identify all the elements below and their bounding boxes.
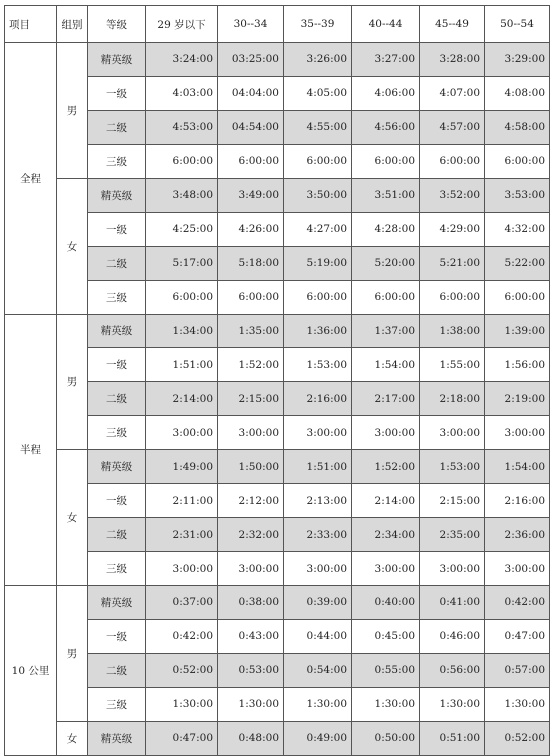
time-cell: 0:54:00 bbox=[284, 653, 352, 687]
table-row bbox=[5, 721, 550, 755]
header-age-40-44: 40--44 bbox=[352, 6, 420, 43]
time-cell: 1:53:00 bbox=[284, 348, 352, 382]
header-group: 组别 bbox=[57, 6, 88, 43]
time-cell: 3:49:00 bbox=[218, 178, 284, 212]
level-cell: 精英级 bbox=[88, 43, 146, 77]
time-cell: 3:27:00 bbox=[352, 43, 420, 77]
time-cell: 4:58:00 bbox=[485, 110, 550, 144]
gender-cell: 男 bbox=[57, 586, 88, 722]
time-cell: 1:30:00 bbox=[485, 687, 550, 721]
level-cell: 一级 bbox=[88, 484, 146, 518]
time-cell: 6:00:00 bbox=[218, 144, 284, 178]
time-cell: 1:37:00 bbox=[352, 314, 420, 348]
time-cell: 0:55:00 bbox=[352, 653, 420, 687]
time-cell: 3:00:00 bbox=[218, 416, 284, 450]
gender-cell: 男 bbox=[57, 314, 88, 450]
time-cell: 2:31:00 bbox=[146, 518, 218, 552]
time-cell: 6:00:00 bbox=[420, 144, 485, 178]
gender-cell: 女 bbox=[57, 721, 88, 755]
time-cell: 4:32:00 bbox=[485, 212, 550, 246]
time-cell: 1:39:00 bbox=[485, 314, 550, 348]
time-cell: 2:35:00 bbox=[420, 518, 485, 552]
time-cell: 04:54:00 bbox=[218, 110, 284, 144]
time-cell: 3:00:00 bbox=[420, 416, 485, 450]
time-cell: 6:00:00 bbox=[218, 280, 284, 314]
gender-cell: 女 bbox=[57, 450, 88, 586]
time-cell: 2:15:00 bbox=[218, 382, 284, 416]
time-cell: 0:53:00 bbox=[218, 653, 284, 687]
time-cell: 4:08:00 bbox=[485, 76, 550, 110]
time-cell: 2:13:00 bbox=[284, 484, 352, 518]
project-cell: 半程 bbox=[5, 314, 57, 586]
time-cell: 1:53:00 bbox=[420, 450, 485, 484]
time-cell: 3:48:00 bbox=[146, 178, 218, 212]
time-cell: 1:30:00 bbox=[352, 687, 420, 721]
time-cell: 3:52:00 bbox=[420, 178, 485, 212]
time-cell: 1:52:00 bbox=[218, 348, 284, 382]
time-cell: 6:00:00 bbox=[284, 280, 352, 314]
time-cell: 3:51:00 bbox=[352, 178, 420, 212]
time-cell: 0:49:00 bbox=[284, 721, 352, 755]
time-cell: 3:00:00 bbox=[284, 552, 352, 586]
time-cell: 4:07:00 bbox=[420, 76, 485, 110]
time-cell: 2:32:00 bbox=[218, 518, 284, 552]
time-cell: 4:57:00 bbox=[420, 110, 485, 144]
time-cell: 5:18:00 bbox=[218, 246, 284, 280]
time-cell: 1:49:00 bbox=[146, 450, 218, 484]
time-cell: 0:50:00 bbox=[352, 721, 420, 755]
level-cell: 一级 bbox=[88, 348, 146, 382]
time-cell: 3:00:00 bbox=[218, 552, 284, 586]
header-row bbox=[5, 6, 550, 43]
time-cell: 3:00:00 bbox=[146, 416, 218, 450]
level-cell: 三级 bbox=[88, 144, 146, 178]
time-cell: 1:56:00 bbox=[485, 348, 550, 382]
table-row bbox=[5, 314, 550, 348]
time-cell: 0:42:00 bbox=[485, 586, 550, 620]
time-cell: 0:42:00 bbox=[146, 619, 218, 653]
time-cell: 6:00:00 bbox=[485, 280, 550, 314]
header-age-35-39: 35--39 bbox=[284, 6, 352, 43]
level-cell: 一级 bbox=[88, 212, 146, 246]
time-cell: 04:04:00 bbox=[218, 76, 284, 110]
time-cell: 4:26:00 bbox=[218, 212, 284, 246]
time-cell: 2:16:00 bbox=[284, 382, 352, 416]
time-cell: 03:25:00 bbox=[218, 43, 284, 77]
level-cell: 三级 bbox=[88, 552, 146, 586]
time-cell: 6:00:00 bbox=[420, 280, 485, 314]
header-age-45-49: 45--49 bbox=[420, 6, 485, 43]
time-cell: 0:37:00 bbox=[146, 586, 218, 620]
time-cell: 3:26:00 bbox=[284, 43, 352, 77]
level-cell: 精英级 bbox=[88, 314, 146, 348]
time-cell: 0:52:00 bbox=[146, 653, 218, 687]
time-cell: 4:29:00 bbox=[420, 212, 485, 246]
time-cell: 6:00:00 bbox=[284, 144, 352, 178]
time-cell: 6:00:00 bbox=[352, 144, 420, 178]
time-cell: 4:03:00 bbox=[146, 76, 218, 110]
project-cell: 全程 bbox=[5, 43, 57, 315]
time-cell: 1:51:00 bbox=[284, 450, 352, 484]
time-cell: 6:00:00 bbox=[485, 144, 550, 178]
header-age-50-54: 50--54 bbox=[485, 6, 550, 43]
project-cell: 10 公里 bbox=[5, 586, 57, 756]
gender-cell: 女 bbox=[57, 178, 88, 314]
time-cell: 2:34:00 bbox=[352, 518, 420, 552]
time-cell: 5:19:00 bbox=[284, 246, 352, 280]
time-cell: 2:15:00 bbox=[420, 484, 485, 518]
level-cell: 精英级 bbox=[88, 586, 146, 620]
time-cell: 0:48:00 bbox=[218, 721, 284, 755]
time-cell: 1:30:00 bbox=[420, 687, 485, 721]
time-cell: 1:35:00 bbox=[218, 314, 284, 348]
time-cell: 4:56:00 bbox=[352, 110, 420, 144]
time-cell: 3:53:00 bbox=[485, 178, 550, 212]
time-cell: 4:25:00 bbox=[146, 212, 218, 246]
time-cell: 2:12:00 bbox=[218, 484, 284, 518]
time-cell: 4:06:00 bbox=[352, 76, 420, 110]
level-cell: 精英级 bbox=[88, 721, 146, 755]
gender-cell: 男 bbox=[57, 43, 88, 179]
level-cell: 二级 bbox=[88, 382, 146, 416]
time-cell: 0:51:00 bbox=[420, 721, 485, 755]
time-cell: 0:46:00 bbox=[420, 619, 485, 653]
time-cell: 2:17:00 bbox=[352, 382, 420, 416]
level-cell: 一级 bbox=[88, 76, 146, 110]
time-cell: 1:54:00 bbox=[485, 450, 550, 484]
time-cell: 6:00:00 bbox=[146, 280, 218, 314]
level-cell: 三级 bbox=[88, 280, 146, 314]
time-cell: 3:00:00 bbox=[284, 416, 352, 450]
time-cell: 2:36:00 bbox=[485, 518, 550, 552]
header-project: 项目 bbox=[5, 6, 57, 43]
time-cell: 1:38:00 bbox=[420, 314, 485, 348]
time-cell: 3:00:00 bbox=[352, 552, 420, 586]
time-cell: 1:30:00 bbox=[146, 687, 218, 721]
time-cell: 0:44:00 bbox=[284, 619, 352, 653]
level-cell: 三级 bbox=[88, 687, 146, 721]
time-cell: 0:45:00 bbox=[352, 619, 420, 653]
level-cell: 精英级 bbox=[88, 450, 146, 484]
time-cell: 4:05:00 bbox=[284, 76, 352, 110]
time-cell: 2:18:00 bbox=[420, 382, 485, 416]
time-cell: 0:57:00 bbox=[485, 653, 550, 687]
time-cell: 1:30:00 bbox=[284, 687, 352, 721]
level-cell: 二级 bbox=[88, 653, 146, 687]
table-row bbox=[5, 43, 550, 77]
header-level: 等级 bbox=[88, 6, 146, 43]
time-cell: 5:21:00 bbox=[420, 246, 485, 280]
time-cell: 5:20:00 bbox=[352, 246, 420, 280]
header-age-under-29: 29 岁以下 bbox=[146, 6, 218, 43]
table-row bbox=[5, 178, 550, 212]
time-cell: 4:53:00 bbox=[146, 110, 218, 144]
time-cell: 5:22:00 bbox=[485, 246, 550, 280]
time-cell: 1:51:00 bbox=[146, 348, 218, 382]
time-cell: 1:52:00 bbox=[352, 450, 420, 484]
header-age-30-34: 30--34 bbox=[218, 6, 284, 43]
time-cell: 0:47:00 bbox=[485, 619, 550, 653]
time-cell: 6:00:00 bbox=[352, 280, 420, 314]
time-cell: 6:00:00 bbox=[146, 144, 218, 178]
time-cell: 2:11:00 bbox=[146, 484, 218, 518]
time-cell: 0:52:00 bbox=[485, 721, 550, 755]
level-cell: 一级 bbox=[88, 619, 146, 653]
time-cell: 0:40:00 bbox=[352, 586, 420, 620]
time-cell: 3:00:00 bbox=[146, 552, 218, 586]
time-cell: 0:47:00 bbox=[146, 721, 218, 755]
time-cell: 0:43:00 bbox=[218, 619, 284, 653]
time-cell: 3:28:00 bbox=[420, 43, 485, 77]
time-cell: 3:29:00 bbox=[485, 43, 550, 77]
time-cell: 1:50:00 bbox=[218, 450, 284, 484]
time-cell: 2:14:00 bbox=[352, 484, 420, 518]
table-row bbox=[5, 586, 550, 620]
time-cell: 3:00:00 bbox=[485, 552, 550, 586]
time-cell: 2:16:00 bbox=[485, 484, 550, 518]
time-cell: 3:00:00 bbox=[485, 416, 550, 450]
level-cell: 精英级 bbox=[88, 178, 146, 212]
time-cell: 4:55:00 bbox=[284, 110, 352, 144]
table-row bbox=[5, 450, 550, 484]
time-cell: 3:00:00 bbox=[352, 416, 420, 450]
time-cell: 0:56:00 bbox=[420, 653, 485, 687]
level-cell: 二级 bbox=[88, 110, 146, 144]
time-cell: 1:36:00 bbox=[284, 314, 352, 348]
time-cell: 1:34:00 bbox=[146, 314, 218, 348]
time-cell: 5:17:00 bbox=[146, 246, 218, 280]
time-cell: 2:19:00 bbox=[485, 382, 550, 416]
time-cell: 1:55:00 bbox=[420, 348, 485, 382]
time-cell: 4:28:00 bbox=[352, 212, 420, 246]
time-cell: 3:00:00 bbox=[420, 552, 485, 586]
grading-table bbox=[4, 5, 550, 756]
time-cell: 0:41:00 bbox=[420, 586, 485, 620]
time-cell: 3:50:00 bbox=[284, 178, 352, 212]
time-cell: 1:30:00 bbox=[218, 687, 284, 721]
time-cell: 2:33:00 bbox=[284, 518, 352, 552]
time-cell: 4:27:00 bbox=[284, 212, 352, 246]
time-cell: 1:54:00 bbox=[352, 348, 420, 382]
level-cell: 二级 bbox=[88, 246, 146, 280]
time-cell: 0:38:00 bbox=[218, 586, 284, 620]
time-cell: 2:14:00 bbox=[146, 382, 218, 416]
level-cell: 三级 bbox=[88, 416, 146, 450]
level-cell: 二级 bbox=[88, 518, 146, 552]
time-cell: 3:24:00 bbox=[146, 43, 218, 77]
time-cell: 0:39:00 bbox=[284, 586, 352, 620]
table-body bbox=[5, 43, 550, 756]
